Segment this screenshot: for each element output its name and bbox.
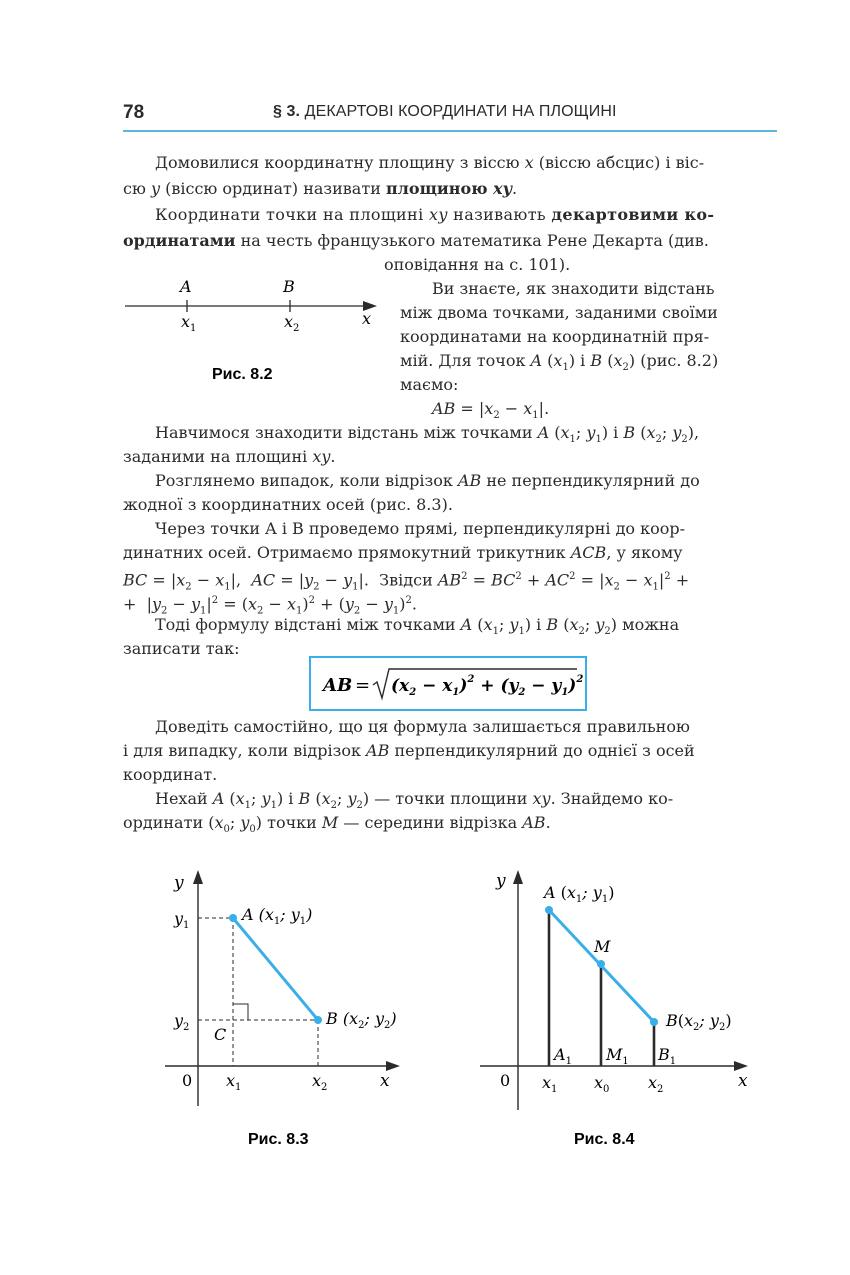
paragraph-8-line-3: координат. xyxy=(123,765,218,784)
point-b-label: $B(x_2$; $y_2$) xyxy=(666,1011,732,1033)
paragraph-5-line-2: жодної з координатних осей (рис. 8.3). xyxy=(123,495,453,514)
paragraph-8-line-1: Доведіть самостійно, що ця формула залишається правильною xyxy=(155,717,690,736)
svg-text:AB: AB xyxy=(323,675,353,696)
point-a1-label: $A_1$ xyxy=(554,1045,572,1067)
paragraph-3-line-4: мій. Для точок A $(x_1)$ і B $(x_2)$ (рис. 8.2) xyxy=(400,351,719,374)
figure-8-4 xyxy=(470,862,760,1152)
chapter-title: § 3. ДЕКАРТОВІ КООРДИНАТИ НА ПЛОЩИНІ xyxy=(273,103,617,120)
paragraph-8-line-2: і для випадку, коли відрізок AB перпендикулярний до однієї з осей xyxy=(123,741,695,760)
svg-text:(x2 − x1)2 + (y2 − y1)2: $(x_2 - x_1)^2 + (y_2 - y_1)^2$ xyxy=(391,674,584,698)
point-c-label: C xyxy=(214,1025,227,1044)
paragraph-5-line-1: Розглянемо випадок, коли відрізок AB не перпендикулярний до xyxy=(155,471,700,490)
x-axis-label: x xyxy=(380,1071,390,1091)
y-axis-label: y xyxy=(174,873,184,893)
paragraph-4-line-1: Навчимося знаходити відстань між точками A ($x_1$; $y_1$) і B ($x_2$; $y_2$), xyxy=(155,423,700,446)
paragraph-7-line-1: Тоді формулу відстані між точками A ($x_1$; $y_1$) і B ($x_2$; $y_2$) можна xyxy=(155,615,680,638)
x1-label: $x_1$ xyxy=(181,312,197,334)
paragraph-7-line-2: записати так: xyxy=(123,639,240,658)
paragraph-2-line-1: Координати точки на площині xy називають декартовими ко- xyxy=(155,205,715,224)
svg-text:=: = xyxy=(355,675,371,696)
point-b-label: B xyxy=(283,277,295,296)
y1-label: $y_1$ xyxy=(174,909,190,931)
paragraph-2-line-3: оповідання на с. 101). xyxy=(384,255,571,274)
x-axis-label: x xyxy=(738,1071,748,1091)
x2-label: $x_2$ xyxy=(648,1073,664,1095)
point-a-label: A xyxy=(180,277,192,296)
point-m1-label: $M_1$ xyxy=(606,1045,629,1067)
x0-label: $x_0$ xyxy=(594,1073,610,1095)
page-header xyxy=(123,100,777,132)
axis-x-label: x xyxy=(362,309,372,328)
formula-ab-line: AB = $|x_2 - x_1|$. xyxy=(432,399,550,422)
figure-8-2 xyxy=(115,272,395,392)
distance-formula-box xyxy=(309,656,587,711)
paragraph-6-line-4: + $|y_2 - y_1|^2 = (x_2 - x_1)^2 + (y_2 - y_1)^2$. xyxy=(123,594,417,617)
figure-8-3-caption: Рис. 8.3 xyxy=(248,1131,309,1148)
paragraph-2-line-2: ординатами на честь французького математика Рене Декарта (див. xyxy=(123,231,709,250)
paragraph-9-line-2: ординати ($x_0$; $y_0$) точки M — середини відрізка AB. xyxy=(123,813,551,836)
paragraph-3-line-1: Ви знаєте, як знаходити відстань xyxy=(432,279,715,298)
paragraph-3-line-2: між двома точками, заданими своїми xyxy=(400,303,718,322)
point-a-label: A ($x_1$; $y_1$) xyxy=(544,883,615,905)
paragraph-6-line-2: динатних осей. Отримаємо прямокутний трикутник ACB, у якому xyxy=(123,543,683,562)
paragraph-6-line-1: Через точки A і B проведемо прямі, перпендикулярні до коор- xyxy=(155,519,686,538)
origin-label: 0 xyxy=(182,1071,193,1090)
figure-8-4-caption: Рис. 8.4 xyxy=(574,1131,635,1148)
x2-label: $x_2$ xyxy=(312,1071,328,1093)
y-axis-label: y xyxy=(496,871,506,891)
paragraph-3-line-5: маємо: xyxy=(400,375,459,394)
figure-8-3 xyxy=(160,862,420,1152)
point-a-label: A ($x_1$; $y_1$) xyxy=(242,905,313,927)
y2-label: $y_2$ xyxy=(174,1011,190,1033)
x1-label: $x_1$ xyxy=(226,1071,242,1093)
paragraph-1-line-1: Домовилися координатну площину з віссю x (віссю абсцис) і віс- xyxy=(155,153,705,172)
paragraph-9-line-1: Нехай A ($x_1$; $y_1$) і B ($x_2$; $y_2$) — точки площини xy. Знайдемо ко- xyxy=(155,789,674,812)
page-number: 78 xyxy=(123,102,145,123)
point-m-label: M xyxy=(594,937,611,956)
paragraph-6-line-3: BC = $|x_2 - x_1|$, AC = $|y_2 - y_1|$. Звідси $AB^2 = BC^2 + AC^2 = |x_2 - x_1|^2$ + xyxy=(123,570,690,593)
origin-label: 0 xyxy=(500,1071,511,1090)
x1-label: $x_1$ xyxy=(542,1073,558,1095)
paragraph-4-line-2: заданими на площині xy. xyxy=(123,447,336,466)
figure-8-2-caption: Рис. 8.2 xyxy=(212,366,273,383)
distance-formula xyxy=(311,658,585,709)
paragraph-1-line-2: сю y (віссю ординат) називати площиною xy. xyxy=(123,179,518,198)
point-b1-label: $B_1$ xyxy=(658,1045,677,1067)
point-b-label: B ($x_2$; $y_2$) xyxy=(326,1009,397,1031)
x2-label: $x_2$ xyxy=(284,312,300,334)
paragraph-3-line-3: координатами на координатній пря- xyxy=(400,327,710,346)
